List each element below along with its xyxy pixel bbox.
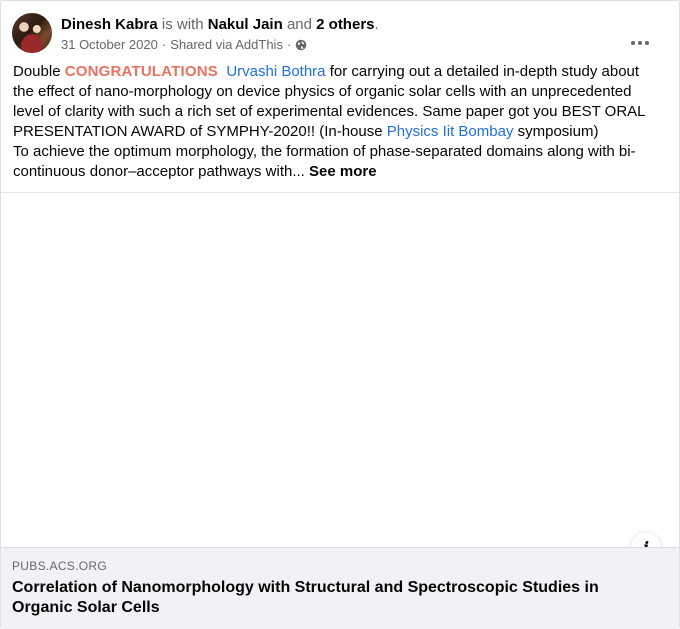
- post-meta: [61, 36, 307, 54]
- link-preview[interactable]: [1, 547, 679, 629]
- author-avatar[interactable]: [12, 13, 52, 53]
- period: .: [374, 16, 379, 33]
- author-name[interactable]: Dinesh Kabra: [61, 16, 158, 33]
- more-options-icon[interactable]: [622, 25, 658, 61]
- meta-separator-2: ·: [286, 37, 292, 52]
- post-text: [13, 62, 663, 182]
- page-link[interactable]: Physics Iit Bombay: [386, 123, 514, 140]
- with-text: is with: [161, 16, 204, 33]
- link-media-area[interactable]: [1, 192, 679, 547]
- globe-icon[interactable]: [295, 39, 307, 51]
- text-part3: symposium): [513, 123, 599, 140]
- post-header: [12, 13, 672, 57]
- see-more-link[interactable]: See more: [309, 163, 377, 180]
- post-date[interactable]: 31 October 2020: [61, 37, 158, 52]
- and-text: and: [286, 16, 312, 33]
- text-part1: Double: [13, 63, 65, 80]
- dot: [638, 41, 642, 45]
- shared-via: Shared via AddThis: [170, 37, 283, 52]
- mention-link[interactable]: Urvashi Bothra: [226, 63, 326, 80]
- avatar-ring: [12, 13, 52, 53]
- dot: [645, 41, 649, 45]
- others-link[interactable]: 2 others: [316, 16, 375, 33]
- preview-title[interactable]: Correlation of Nanomorphology with Structural and Spectroscopic Studies in Organic Solar Cells: [12, 579, 599, 616]
- dot: [631, 41, 635, 45]
- meta-separator: ·: [161, 37, 167, 52]
- author-line: [61, 15, 379, 35]
- preview-domain: PUBS.ACS.ORG: [12, 559, 107, 573]
- congrats-text: CONGRATULATIONS: [64, 63, 218, 80]
- tagged-person[interactable]: Nakul Jain: [207, 16, 283, 33]
- text-part4: To achieve the optimum morphology, the formation of phase-separated domains along with bi-continuous donor–acceptor pathways with...: [13, 143, 636, 180]
- text-part2: for carrying out a detailed in-depth study about the effect of nano-morphology on device physics of organic solar cells with an unprecedented level of clarity with such a rich set of experimental evidences. Same paper got you BEST ORAL PRESENTATION AWARD of SYMPHY-2020!! (In-house: [13, 63, 645, 140]
